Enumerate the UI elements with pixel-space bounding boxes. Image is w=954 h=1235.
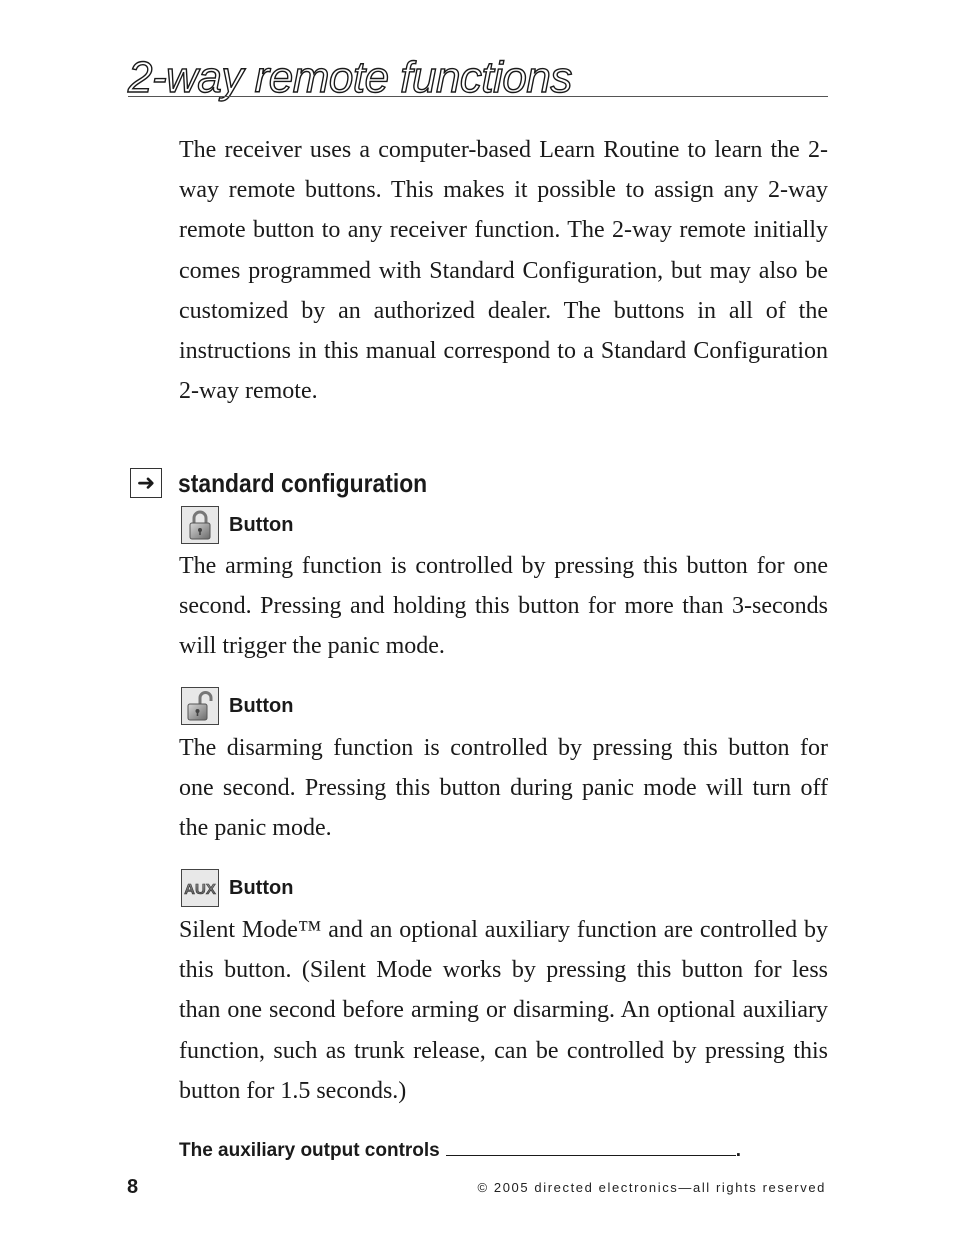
lock-open-icon — [181, 687, 219, 725]
aux-output-end: . — [735, 1140, 742, 1161]
section-heading — [130, 466, 461, 500]
aux-icon-text: AUX — [184, 881, 216, 898]
button-label: Button — [229, 513, 294, 536]
aux-output-line — [179, 1139, 741, 1162]
button-label: Button — [229, 876, 294, 899]
intro-paragraph: The receiver uses a computer-based Learn Routine to learn the 2-way remote buttons. This makes it possible to assign any 2-way remote button to any receiver function. The 2-way remote initially comes programmed with Standard Configuration, but may also be customized by an authorized dealer. The buttons in all of the instructions in this manual correspond to a Standard Configuration 2-way remote. — [179, 137, 828, 405]
page-title: 2-way remote functions — [128, 53, 572, 102]
aux-output-blank — [446, 1139, 736, 1156]
section-title: standard configuration — [178, 467, 428, 498]
title-rule — [128, 96, 828, 97]
aux-output-label: The auxiliary output controls — [179, 1140, 440, 1161]
lock-button-description: The arming function is controlled by pressing this button for one second. Pressing and holding this button for more than 3-seconds will trigger the panic mode. — [179, 553, 828, 660]
aux-button-row — [181, 869, 293, 907]
aux-icon — [181, 869, 219, 907]
page-number: 8 — [127, 1176, 139, 1198]
arrow-right-icon: ➜ — [130, 468, 162, 498]
button-label: Button — [229, 694, 294, 717]
unlock-button-row — [181, 687, 293, 725]
aux-button-description: Silent Mode™ and an optional auxiliary function are controlled by this button. (Silent Mode works by pressing this button for less than one second before arming or disarming. An optional auxiliary function, such as trunk release, can be controlled by pressing this button for 1.5 seconds.) — [179, 917, 828, 1104]
lock-button-row — [181, 506, 293, 544]
lock-closed-icon — [181, 506, 219, 544]
unlock-button-description: The disarming function is controlled by pressing this button for one second. Pressing this button during panic mode will turn off the panic mode. — [179, 735, 828, 842]
copyright-notice: © 2005 directed electronics—all rights reserved — [477, 1180, 826, 1195]
